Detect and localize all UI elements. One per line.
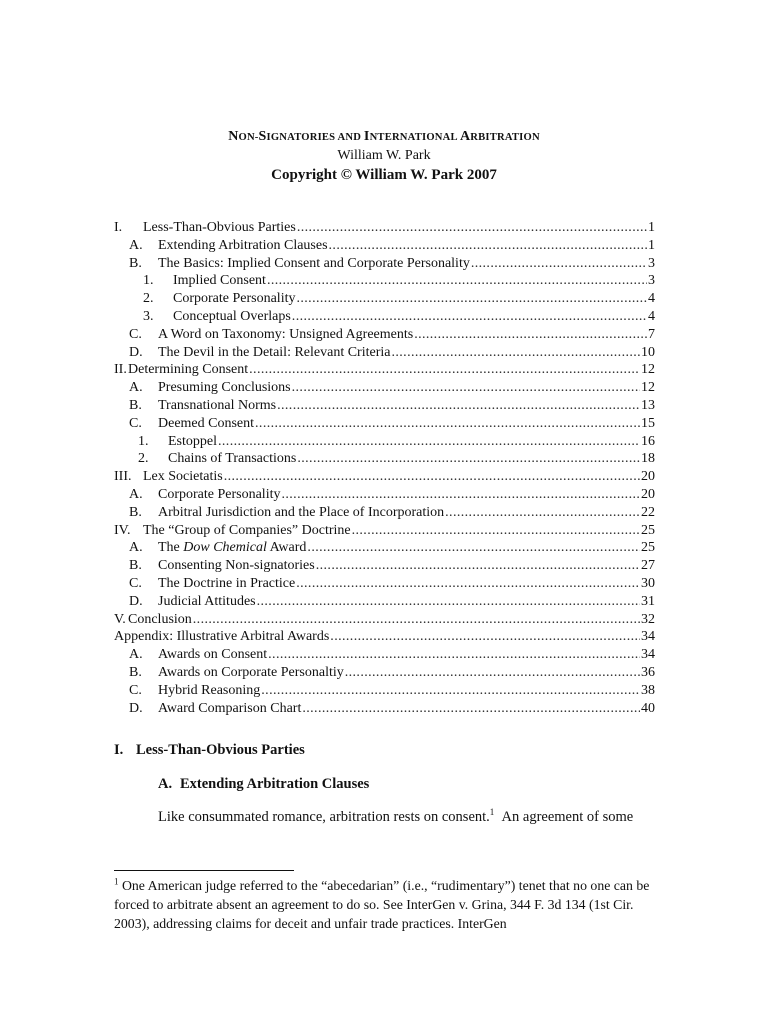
toc-entry-page-number: 30 <box>641 575 655 591</box>
toc-dot-leader <box>329 237 647 255</box>
body-paragraph <box>158 809 633 826</box>
toc-entry-page-number: 18 <box>641 451 655 467</box>
toc-dot-leader <box>414 326 647 344</box>
toc-entry-label-text: Awards on Consent <box>158 647 268 663</box>
toc-entry-number: D. <box>129 700 143 716</box>
toc-entry-label-text: The Doctrine in Practice <box>158 575 296 591</box>
toc-entry-label <box>158 379 291 397</box>
title-initial: I <box>363 129 370 144</box>
toc-entry[interactable] <box>114 486 655 504</box>
title-initial: A <box>459 129 471 144</box>
toc-entry-label-text: Determining Consent <box>128 362 249 378</box>
toc-entry-page-number: 25 <box>641 540 655 556</box>
toc-entry-number: B. <box>129 664 142 680</box>
toc-entry[interactable] <box>114 450 655 468</box>
toc-entry-label-text: Conceptual Overlaps <box>173 308 291 324</box>
toc-entry-label-text: A Word on Taxonomy: Unsigned Agreements <box>158 326 414 342</box>
toc-entry-number: C. <box>129 682 142 698</box>
toc-entry-page-number: 32 <box>641 611 655 627</box>
toc-entry-number: A. <box>129 486 143 502</box>
toc-entry[interactable] <box>114 361 655 379</box>
document-header <box>0 128 768 185</box>
subsection-title: Extending Arbitration Clauses <box>180 776 370 792</box>
toc-entry-label <box>168 433 217 451</box>
toc-entry-number: 1. <box>143 273 154 289</box>
toc-entry-label-text: Corporate Personality <box>158 486 281 502</box>
toc-dot-leader <box>352 522 640 540</box>
toc-entry-number: III. <box>114 469 132 485</box>
toc-entry-label <box>158 415 254 433</box>
toc-entry-label-text: The Devil in the Detail: Relevant Criteria <box>158 344 391 360</box>
document-title <box>0 128 768 147</box>
toc-entry[interactable] <box>114 468 655 486</box>
toc-dot-leader <box>316 557 640 575</box>
toc-entry-label-text: Award Comparison Chart <box>158 700 302 716</box>
toc-entry-number: 2. <box>138 451 149 467</box>
footnote-divider <box>114 870 294 871</box>
toc-entry-label-text: Presuming Conclusions <box>158 380 291 396</box>
toc-entry[interactable] <box>114 415 655 433</box>
toc-entry-label <box>158 504 444 522</box>
toc-entry[interactable] <box>114 379 655 397</box>
toc-entry-number: C. <box>129 575 142 591</box>
toc-entry-label <box>158 539 306 557</box>
subsection-heading <box>158 776 369 793</box>
toc-dot-leader <box>255 415 640 433</box>
toc-entry-number: B. <box>129 558 142 574</box>
toc-entry-page-number: 1 <box>648 220 655 235</box>
toc-entry-label <box>173 290 295 308</box>
toc-entry-label-text: Deemed Consent <box>158 415 255 431</box>
toc-entry-label <box>173 272 266 290</box>
toc-entry-label <box>158 326 413 344</box>
toc-entry[interactable] <box>114 504 655 522</box>
toc-entry-label <box>158 486 280 504</box>
toc-entry-label <box>158 575 295 593</box>
toc-entry-label <box>158 700 301 718</box>
toc-entry[interactable] <box>114 557 655 575</box>
title-smallcaps: RBITRATION <box>470 132 540 143</box>
toc-dot-leader <box>281 486 640 504</box>
toc-entry-label-text: Less-Than-Obvious Parties <box>143 220 296 235</box>
toc-entry[interactable] <box>114 646 655 664</box>
toc-dot-leader <box>302 700 640 718</box>
title-smallcaps: IGNATORIES AND <box>266 132 364 143</box>
toc-entry-label <box>158 255 470 273</box>
toc-dot-leader <box>330 628 640 646</box>
subsection-number: A. <box>158 776 173 792</box>
toc-entry-page-number: 4 <box>648 291 655 307</box>
toc-entry-label <box>128 361 248 379</box>
toc-entry-page-number: 1 <box>648 237 655 253</box>
toc-entry[interactable] <box>114 219 655 237</box>
toc-entry-page-number: 3 <box>648 255 655 271</box>
section-heading <box>114 742 305 759</box>
toc-entry-label <box>143 219 296 237</box>
toc-entry-number: 3. <box>143 308 154 324</box>
toc-entry-number: A. <box>129 237 143 253</box>
toc-entry-label <box>158 397 276 415</box>
toc-dot-leader <box>267 272 647 290</box>
toc-entry-label-text: The Basics: Implied Consent and Corporate Personality <box>158 255 470 271</box>
toc-dot-leader <box>296 290 647 308</box>
toc-entry-label-suffix: Award <box>266 540 307 556</box>
toc-entry[interactable] <box>114 344 655 362</box>
toc-entry-label-italic: Dow Chemical <box>183 540 267 556</box>
toc-entry-number: A. <box>129 380 143 396</box>
section-title: Less-Than-Obvious Parties <box>136 742 305 758</box>
toc-entry-label-text: Corporate Personality <box>173 291 296 307</box>
toc-entry[interactable] <box>114 255 655 273</box>
toc-entry-label-text: Implied Consent <box>173 273 266 289</box>
toc-entry-label <box>168 450 296 468</box>
toc-entry-label <box>128 611 192 629</box>
toc-entry-label-text: Transnational Norms <box>158 397 277 413</box>
toc-entry-number: IV. <box>114 522 131 538</box>
toc-entry-page-number: 22 <box>641 504 655 520</box>
toc-dot-leader <box>277 397 640 415</box>
toc-dot-leader <box>345 664 640 682</box>
toc-entry-page-number: 4 <box>648 308 655 324</box>
toc-dot-leader <box>257 593 640 611</box>
toc-dot-leader <box>249 361 640 379</box>
toc-entry-label-text: Appendix: Illustrative Arbitral Awards <box>114 629 330 645</box>
toc-entry[interactable] <box>114 682 655 700</box>
toc-entry[interactable] <box>114 326 655 344</box>
toc-entry-page-number: 34 <box>641 647 655 663</box>
toc-dot-leader <box>261 682 640 700</box>
toc-entry[interactable] <box>114 628 655 646</box>
footnote-marker: 1 <box>114 876 119 887</box>
toc-entry[interactable] <box>114 522 655 540</box>
toc-entry-number: 1. <box>138 433 149 449</box>
toc-entry-number: D. <box>129 344 143 360</box>
toc-dot-leader <box>307 539 640 557</box>
toc-entry[interactable] <box>114 237 655 255</box>
toc-entry-label <box>173 308 291 326</box>
toc-entry-page-number: 27 <box>641 558 655 574</box>
toc-entry-label-text: Lex Societatis <box>143 469 223 485</box>
toc-entry-page-number: 36 <box>641 664 655 680</box>
toc-entry-page-number: 7 <box>648 326 655 342</box>
toc-entry-label <box>158 593 256 611</box>
toc-entry-label <box>143 522 351 540</box>
toc-entry-label-text: The <box>158 540 184 556</box>
toc-entry[interactable] <box>114 397 655 415</box>
author-name: William W. Park <box>337 148 431 163</box>
toc-entry-label-text: Chains of Transactions <box>168 451 297 467</box>
toc-entry-label-text: Arbitral Jurisdiction and the Place of Incorporation <box>158 504 445 520</box>
toc-entry-page-number: 15 <box>641 415 655 431</box>
toc-entry-label <box>158 344 390 362</box>
toc-entry-number: V. <box>114 611 126 627</box>
toc-entry-number: II. <box>114 362 127 378</box>
toc-entry-page-number: 31 <box>641 593 655 609</box>
toc-entry-page-number: 13 <box>641 397 655 413</box>
toc-entry-number: B. <box>129 397 142 413</box>
title-initial: N <box>228 129 239 144</box>
toc-entry-number: 2. <box>143 291 154 307</box>
footnote-text: One American judge referred to the “abecedarian” (i.e., “rudimentary”) tenet that no one can be forced to arbitrate absent an agreement to do so. See InterGen v. Grina, 344 F. 3d 134 (1st Cir. 2003), addressing claims for deceit and unfair trade practices. InterGen <box>114 878 650 931</box>
title-smallcaps: NTERNATIONAL <box>369 132 460 143</box>
toc-entry-page-number: 38 <box>641 682 655 698</box>
toc-entry-number: I. <box>114 220 123 235</box>
toc-entry-label <box>158 664 344 682</box>
toc-entry[interactable] <box>114 290 655 308</box>
toc-entry-page-number: 3 <box>648 273 655 289</box>
toc-entry-page-number: 12 <box>641 362 655 378</box>
toc-dot-leader <box>193 611 640 629</box>
toc-entry[interactable] <box>114 308 655 326</box>
toc-entry-label-text: Conclusion <box>128 611 192 627</box>
toc-dot-leader <box>445 504 640 522</box>
toc-dot-leader <box>268 646 640 664</box>
toc-entry-page-number: 25 <box>641 522 655 538</box>
title-smallcaps: ON- <box>238 132 259 143</box>
toc-dot-leader <box>297 219 647 237</box>
toc-entry-label <box>114 628 329 646</box>
toc-entry[interactable] <box>114 664 655 682</box>
paragraph-text: Like consummated romance, arbitration rests on consent. <box>158 809 490 825</box>
toc-entry-label <box>158 557 315 575</box>
footnote-reference[interactable]: 1 <box>489 807 495 818</box>
toc-entry[interactable] <box>114 539 655 557</box>
toc-entry-page-number: 20 <box>641 486 655 502</box>
toc-entry-number: A. <box>129 647 143 663</box>
toc-entry[interactable] <box>114 433 655 451</box>
toc-entry-number: B. <box>129 255 142 271</box>
toc-entry-page-number: 34 <box>641 629 655 645</box>
toc-entry-number: B. <box>129 504 142 520</box>
toc-dot-leader <box>296 575 640 593</box>
toc-dot-leader <box>297 450 640 468</box>
toc-entry[interactable] <box>114 272 655 290</box>
toc-entry-label <box>158 646 267 664</box>
toc-entry-number: C. <box>129 326 142 342</box>
toc-dot-leader <box>218 433 640 451</box>
toc-entry[interactable] <box>114 611 655 629</box>
toc-entry-label <box>158 237 328 255</box>
toc-dot-leader <box>471 255 647 273</box>
toc-entry-label-text: Awards on Corporate Personaltiy <box>158 664 344 680</box>
toc-entry-page-number: 40 <box>641 700 655 716</box>
toc-entry-page-number: 10 <box>641 344 655 360</box>
section-number: I. <box>114 742 124 758</box>
toc-entry-page-number: 20 <box>641 469 655 485</box>
toc-entry-label-text: Consenting Non-signatories <box>158 558 315 574</box>
toc-dot-leader <box>292 308 647 326</box>
toc-dot-leader <box>391 344 640 362</box>
title-initial: S <box>258 129 267 144</box>
toc-entry-number: D. <box>129 593 143 609</box>
toc-entry-page-number: 12 <box>641 380 655 396</box>
toc-entry-label <box>158 682 260 700</box>
toc-entry-number: A. <box>129 540 143 556</box>
toc-entry-label-text: The “Group of Companies” Doctrine <box>143 522 351 538</box>
toc-entry[interactable] <box>114 593 655 611</box>
toc-entry-label <box>143 468 223 486</box>
toc-entry[interactable] <box>114 700 655 718</box>
toc-entry[interactable] <box>114 575 655 593</box>
toc-dot-leader <box>292 379 640 397</box>
toc-entry-label-text: Estoppel <box>168 433 217 449</box>
table-of-contents <box>114 219 655 717</box>
paragraph-text-continued: An agreement of some <box>501 809 634 825</box>
footnote <box>114 876 662 933</box>
toc-entry-number: C. <box>129 415 142 431</box>
copyright-notice: Copyright © William W. Park 2007 <box>271 167 497 183</box>
toc-entry-label-text: Extending Arbitration Clauses <box>158 237 328 253</box>
toc-entry-label-text: Hybrid Reasoning <box>158 682 261 698</box>
toc-entry-label-text: Judicial Attitudes <box>158 593 256 609</box>
toc-entry-page-number: 16 <box>641 433 655 449</box>
toc-dot-leader <box>224 468 640 486</box>
